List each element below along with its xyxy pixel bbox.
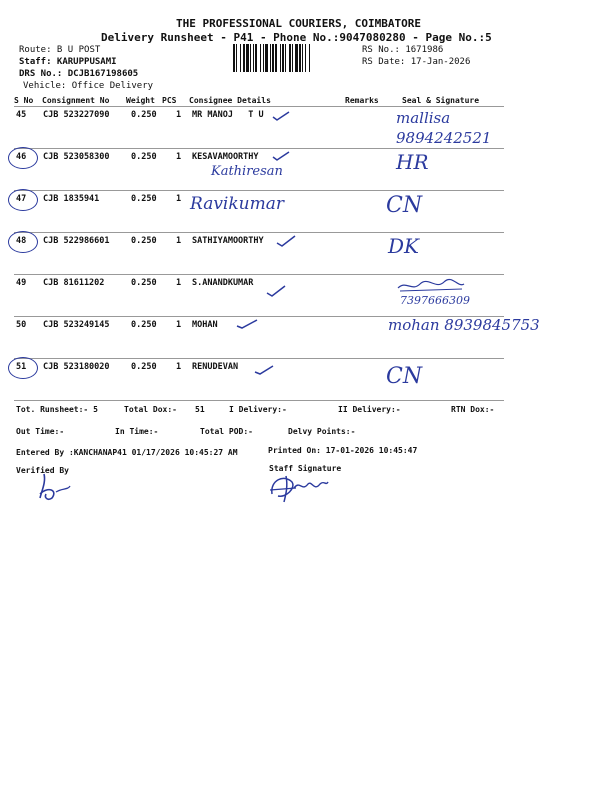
row-49-consignee: S.ANANDKUMAR <box>192 278 254 288</box>
rs-number: RS No.: 1671986 <box>362 45 444 55</box>
verified-by-signature <box>34 472 74 502</box>
barcode-bar <box>292 44 293 72</box>
barcode-bar <box>305 44 306 72</box>
row-47-handwritten-name: Ravikumar <box>190 194 284 214</box>
barcode-bar <box>263 44 264 72</box>
barcode-bar <box>295 44 298 72</box>
runsheet-subtitle: Delivery Runsheet - P41 - Phone No.:9047080280 - Page No.:5 <box>101 31 492 44</box>
rs-date: RS Date: 17-Jan-2026 <box>362 57 471 67</box>
row-48-sno: 48 <box>16 236 27 246</box>
row-45-signature: mallisa 9894242521 <box>396 109 492 147</box>
table-bottom-divider <box>14 400 504 401</box>
row-51-weight: 0.250 <box>131 362 157 372</box>
check-mark <box>272 110 290 122</box>
check-mark <box>266 284 286 298</box>
col-signature: Seal & Signature <box>402 96 480 105</box>
col-consignment: Consignment No <box>42 96 110 105</box>
row-46-consignment: CJB 523058300 <box>43 152 110 162</box>
out-time: Out Time:- <box>16 427 65 436</box>
row-47-signature: CN <box>386 193 423 218</box>
barcode-bar <box>302 44 303 72</box>
row-46-sno: 46 <box>16 152 27 162</box>
row-51-sno: 51 <box>16 362 27 372</box>
row-48-weight: 0.250 <box>131 236 157 246</box>
barcode-bar <box>270 44 271 72</box>
drs-number: DRS No.: DCJB167198605 <box>19 69 139 79</box>
row-45-pcs: 1 <box>176 110 182 120</box>
ii-delivery: II Delivery:- <box>338 405 401 414</box>
in-time: In Time:- <box>115 427 159 436</box>
barcode-bar <box>246 44 249 72</box>
row-divider <box>14 190 504 191</box>
barcode-bar <box>250 44 251 72</box>
barcode-bar <box>255 44 257 72</box>
check-mark <box>236 318 258 330</box>
row-46-handwritten-name: Kathiresan <box>211 164 283 179</box>
total-dox-label: Total Dox:- <box>124 405 177 414</box>
barcode-bar <box>275 44 277 72</box>
row-49-scribbled-signature <box>396 278 466 294</box>
vehicle-label: Vehicle: Office Delivery <box>23 81 154 91</box>
staff-signature-mark <box>266 470 330 504</box>
row-46-signature: HR <box>396 150 429 174</box>
row-48-consignment: CJB 522986601 <box>43 236 110 246</box>
row-46-weight: 0.250 <box>131 152 157 162</box>
company-title: THE PROFESSIONAL COURIERS, COIMBATORE <box>176 17 422 30</box>
row-51-consignee: RENUDEVAN <box>192 362 239 372</box>
barcode-bar <box>280 44 281 72</box>
row-50-pcs: 1 <box>176 320 182 330</box>
row-49-weight: 0.250 <box>131 278 157 288</box>
barcode-bar <box>289 44 291 72</box>
row-divider <box>14 358 504 359</box>
row-46-consignee: KESAVAMOORTHY <box>192 152 259 162</box>
row-49-pcs: 1 <box>176 278 182 288</box>
barcode-bar <box>236 44 237 72</box>
row-45-consignment: CJB 523227090 <box>43 110 110 120</box>
row-49-signature: 7397666309 <box>400 294 470 307</box>
route-label: Route: B U POST <box>19 45 101 55</box>
row-51-signature: CN <box>386 364 423 389</box>
row-48-signature: DK <box>388 234 419 258</box>
barcode-bar <box>243 44 245 72</box>
barcode-bar <box>299 44 301 72</box>
row-45-weight: 0.250 <box>131 110 157 120</box>
col-remarks: Remarks <box>345 96 379 105</box>
row-51-pcs: 1 <box>176 362 182 372</box>
row-47-consignment: CJB 1835941 <box>43 194 100 204</box>
row-46-pcs: 1 <box>176 152 182 162</box>
total-dox-value: 51 <box>195 405 205 414</box>
col-sno: S No <box>14 96 34 105</box>
delvy-points: Delvy Points:- <box>288 427 356 436</box>
row-49-sno: 49 <box>16 278 27 288</box>
row-divider <box>14 232 504 233</box>
row-48-pcs: 1 <box>176 236 182 246</box>
col-consignee: Consignee Details <box>189 96 271 105</box>
col-pcs: PCS <box>162 96 177 105</box>
row-50-consignment: CJB 523249145 <box>43 320 110 330</box>
row-48-consignee: SATHIYAMOORTHY <box>192 236 264 246</box>
row-47-pcs: 1 <box>176 194 182 204</box>
rtn-dox: RTN Dox:- <box>451 405 495 414</box>
col-weight: Weight <box>126 96 155 105</box>
row-divider <box>14 274 504 275</box>
barcode-bar <box>285 44 286 72</box>
barcode-bar <box>272 44 274 72</box>
row-50-weight: 0.250 <box>131 320 157 330</box>
staff-label: Staff: KARUPPUSAMI <box>19 57 117 67</box>
row-49-consignment: CJB 81611202 <box>43 278 105 288</box>
row-51-consignment: CJB 523180020 <box>43 362 110 372</box>
barcode-bar <box>265 44 268 72</box>
row-50-sno: 50 <box>16 320 27 330</box>
printed-on: Printed On: 17-01-2026 10:45:47 <box>268 446 418 455</box>
row-45-sno: 45 <box>16 110 27 120</box>
barcode-bar <box>253 44 254 72</box>
check-mark <box>276 234 296 248</box>
barcode-bar <box>233 44 235 72</box>
row-divider <box>14 148 504 149</box>
staff-signature-label: Staff Signature <box>269 464 342 473</box>
row-47-weight: 0.250 <box>131 194 157 204</box>
check-mark <box>272 150 290 162</box>
i-delivery: I Delivery:- <box>229 405 287 414</box>
row-45-consignee: MR MANOJ T U <box>192 110 264 120</box>
total-pod: Total POD:- <box>200 427 253 436</box>
verified-by-label: Verified By <box>16 466 69 475</box>
row-47-sno: 47 <box>16 194 27 204</box>
header-divider <box>14 106 504 107</box>
tot-runsheet: Tot. Runsheet:- 5 <box>16 405 98 414</box>
row-50-consignee: MOHAN <box>192 320 218 330</box>
barcode-bar <box>240 44 241 72</box>
barcode-bar <box>282 44 284 72</box>
barcode-bar <box>260 44 261 72</box>
check-mark <box>254 364 274 376</box>
barcode-bar <box>309 44 310 72</box>
entered-by: Entered By :KANCHANAP41 01/17/2026 10:45:27 AM <box>16 448 238 457</box>
row-50-signature: mohan 8939845753 <box>388 316 540 334</box>
barcode <box>233 44 357 72</box>
